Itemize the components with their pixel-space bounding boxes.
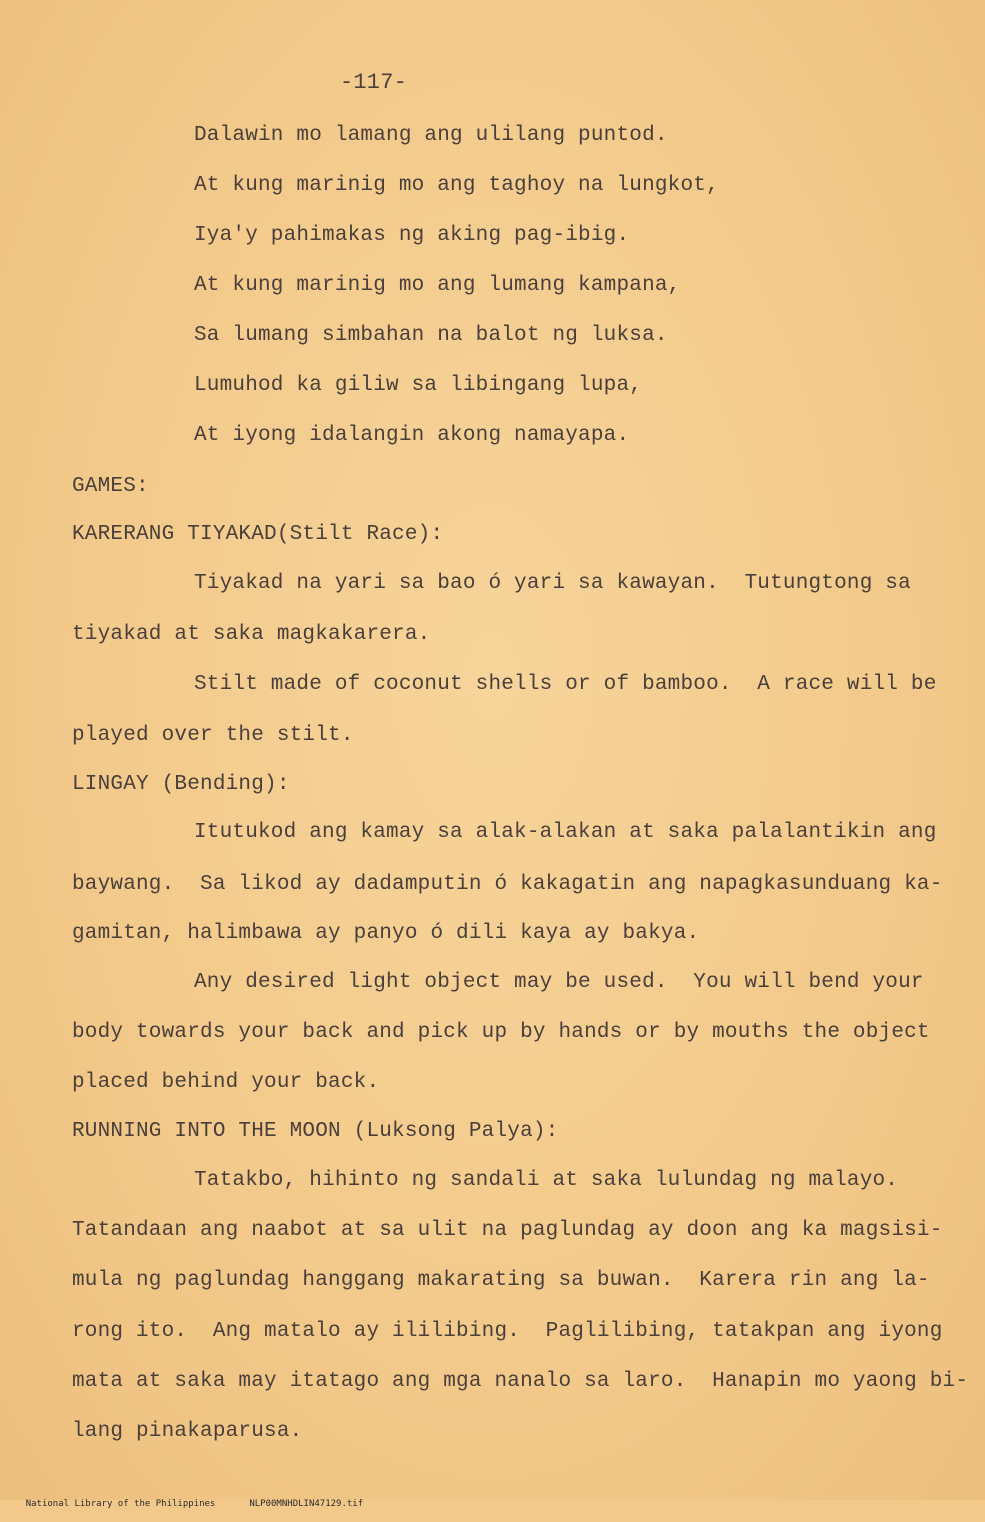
game-text-tagalog: Tiyakad na yari sa bao ó yari sa kawayan. Tutungtong sa (194, 572, 911, 595)
game-text-english: placed behind your back. (72, 1071, 380, 1094)
game-text-english: Stilt made of coconut shells or of bamboo. A race will be (194, 673, 937, 696)
poem-line: Lumuhod ka giliw sa libingang lupa, (194, 374, 643, 397)
game-text-tagalog: Itutukod ang kamay sa alak-alakan at saka palalantikin ang (194, 821, 937, 844)
page-number: -117- (340, 70, 408, 95)
game-text-english: Any desired light object may be used. You will bend your (194, 971, 924, 994)
poem-line: At kung marinig mo ang taghoy na lungkot, (194, 174, 719, 197)
game-text-tagalog: baywang. Sa likod ay dadamputin ó kakagatin ang napagkasunduang ka- (72, 873, 943, 896)
footer-filename: NLP00MNHDLIN47129.tif (249, 1499, 364, 1509)
footer-library: National Library of the Philippines (25, 1499, 216, 1509)
game-text-tagalog: mula ng paglundag hanggang makarating sa buwan. Karera rin ang la- (72, 1269, 930, 1292)
game-text-tagalog: rong ito. Ang matalo ay ililibing. Paglilibing, tatakpan ang iyong (72, 1320, 943, 1343)
game-text-english: body towards your back and pick up by hands or by mouths the object (72, 1021, 930, 1044)
game-text-tagalog: Tatandaan ang naabot at sa ulit na paglundag ay doon ang ka magsisi- (72, 1219, 943, 1242)
game-text-tagalog: lang pinakaparusa. (72, 1420, 303, 1443)
poem-line: Dalawin mo lamang ang ulilang puntod. (194, 124, 668, 147)
poem-line: Sa lumang simbahan na balot ng luksa. (194, 324, 668, 347)
game-text-english: played over the stilt. (72, 724, 354, 747)
poem-line: Iya'y pahimakas ng aking pag-ibig. (194, 224, 630, 247)
game-heading-bending: LINGAY (Bending): (72, 773, 290, 796)
game-text-tagalog: tiyakad at saka magkakarera. (72, 623, 431, 646)
game-text-tagalog: gamitan, halimbawa ay panyo ó dili kaya ay bakya. (72, 922, 700, 945)
game-text-tagalog: mata at saka may itatago ang mga nanalo sa laro. Hanapin mo yaong bi- (72, 1370, 969, 1393)
poem-line: At iyong idalangin akong namayapa. (194, 424, 630, 447)
scan-footer (4, 1486, 397, 1522)
poem-line: At kung marinig mo ang lumang kampana, (194, 274, 681, 297)
game-heading-running-into-the-moon: RUNNING INTO THE MOON (Luksong Palya): (72, 1120, 559, 1143)
games-heading: GAMES: (72, 475, 149, 498)
game-heading-stilt-race: KARERANG TIYAKAD(Stilt Race): (72, 523, 444, 546)
game-text-tagalog: Tatakbo, hihinto ng sandali at saka lulundag ng malayo. (194, 1169, 899, 1192)
